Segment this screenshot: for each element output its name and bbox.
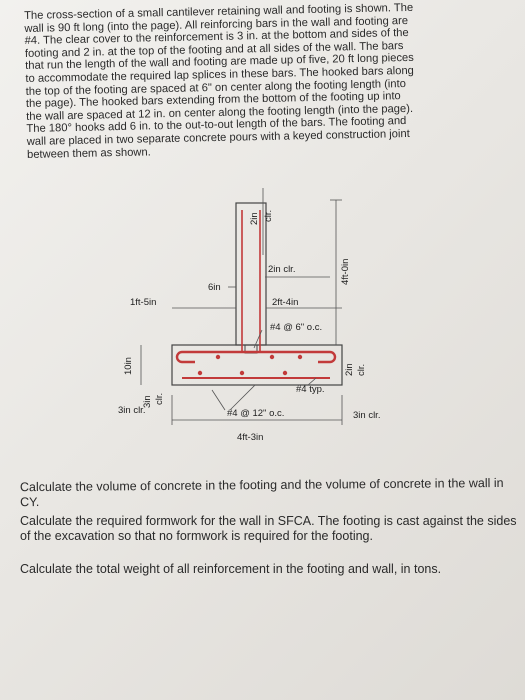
problem-statement: The cross-section of a small cantilever retaining wall and footing is shown. The wall is 90 ft long (into the page). All reinforcing bars in the wall and footing are #4. The clear cover to the reinforcement is 3 in. at the bottom and sides of the footing and 2 in. at the top of the footing and at all sides of the wall. The bars that run the length of the wall and footing are made up of five, 20 ft long pieces to accommodate the required lap splices in these bars. The hooked bars along the top of the footing are spaced at 6" on center along the footing length (into the page). The hooked bars extending from the bottom of the footing up into the wall are spaced at 12 in. on center along the footing length (into the page). The 180° hooks add 6 in. to the out-to-out length of the bars. The footing and wall are placed in two separate concrete pours with a keyed construction joint between them as shown. (24, 1, 414, 161)
question-1: Calculate the volume of concrete in the footing and the volume of concrete in the wall in CY. (19, 475, 504, 510)
label-dowels: #4 @ 12" o.c. (227, 408, 285, 419)
label-left-side-cover: 3in clr. (118, 405, 146, 416)
label-top-cover-clr: clr. (263, 209, 274, 222)
label-top-bars: #4 @ 6" o.c. (270, 322, 323, 333)
label-bottom-cover-clr: clr. (154, 392, 165, 405)
label-right-side-cover: 3in clr. (353, 410, 381, 421)
question-2: Calculate the required formwork for the wall in SFCA. The footing is cast against the sides of the excavation so that no formwork is required for the footing. (20, 514, 517, 543)
questions (19, 475, 520, 583)
label-top-cover: 2in (249, 212, 260, 225)
wall-rebar (242, 210, 260, 352)
diagram-labels (118, 210, 380, 443)
label-typ-bars: #4 typ. (296, 384, 325, 395)
label-wall-thickness: 6in (208, 282, 221, 293)
label-wall-side-cover: 2in clr. (268, 264, 296, 275)
label-footing-top-cover-clr: clr. (356, 363, 367, 376)
longitudinal-bars (198, 355, 302, 375)
label-footing-width: 4ft-3in (237, 432, 264, 443)
label-bottom-cover: 3in (142, 395, 153, 408)
label-wall-height: 4ft-0in (340, 258, 351, 285)
label-footing-top-cover: 2in (344, 363, 355, 376)
label-right-offset: 2ft-4in (272, 297, 299, 308)
label-left-offset: 1ft-5in (130, 297, 157, 308)
question-3: Calculate the total weight of all reinforcement in the footing and wall, in tons. (20, 562, 442, 576)
label-footing-depth: 10in (123, 357, 134, 375)
